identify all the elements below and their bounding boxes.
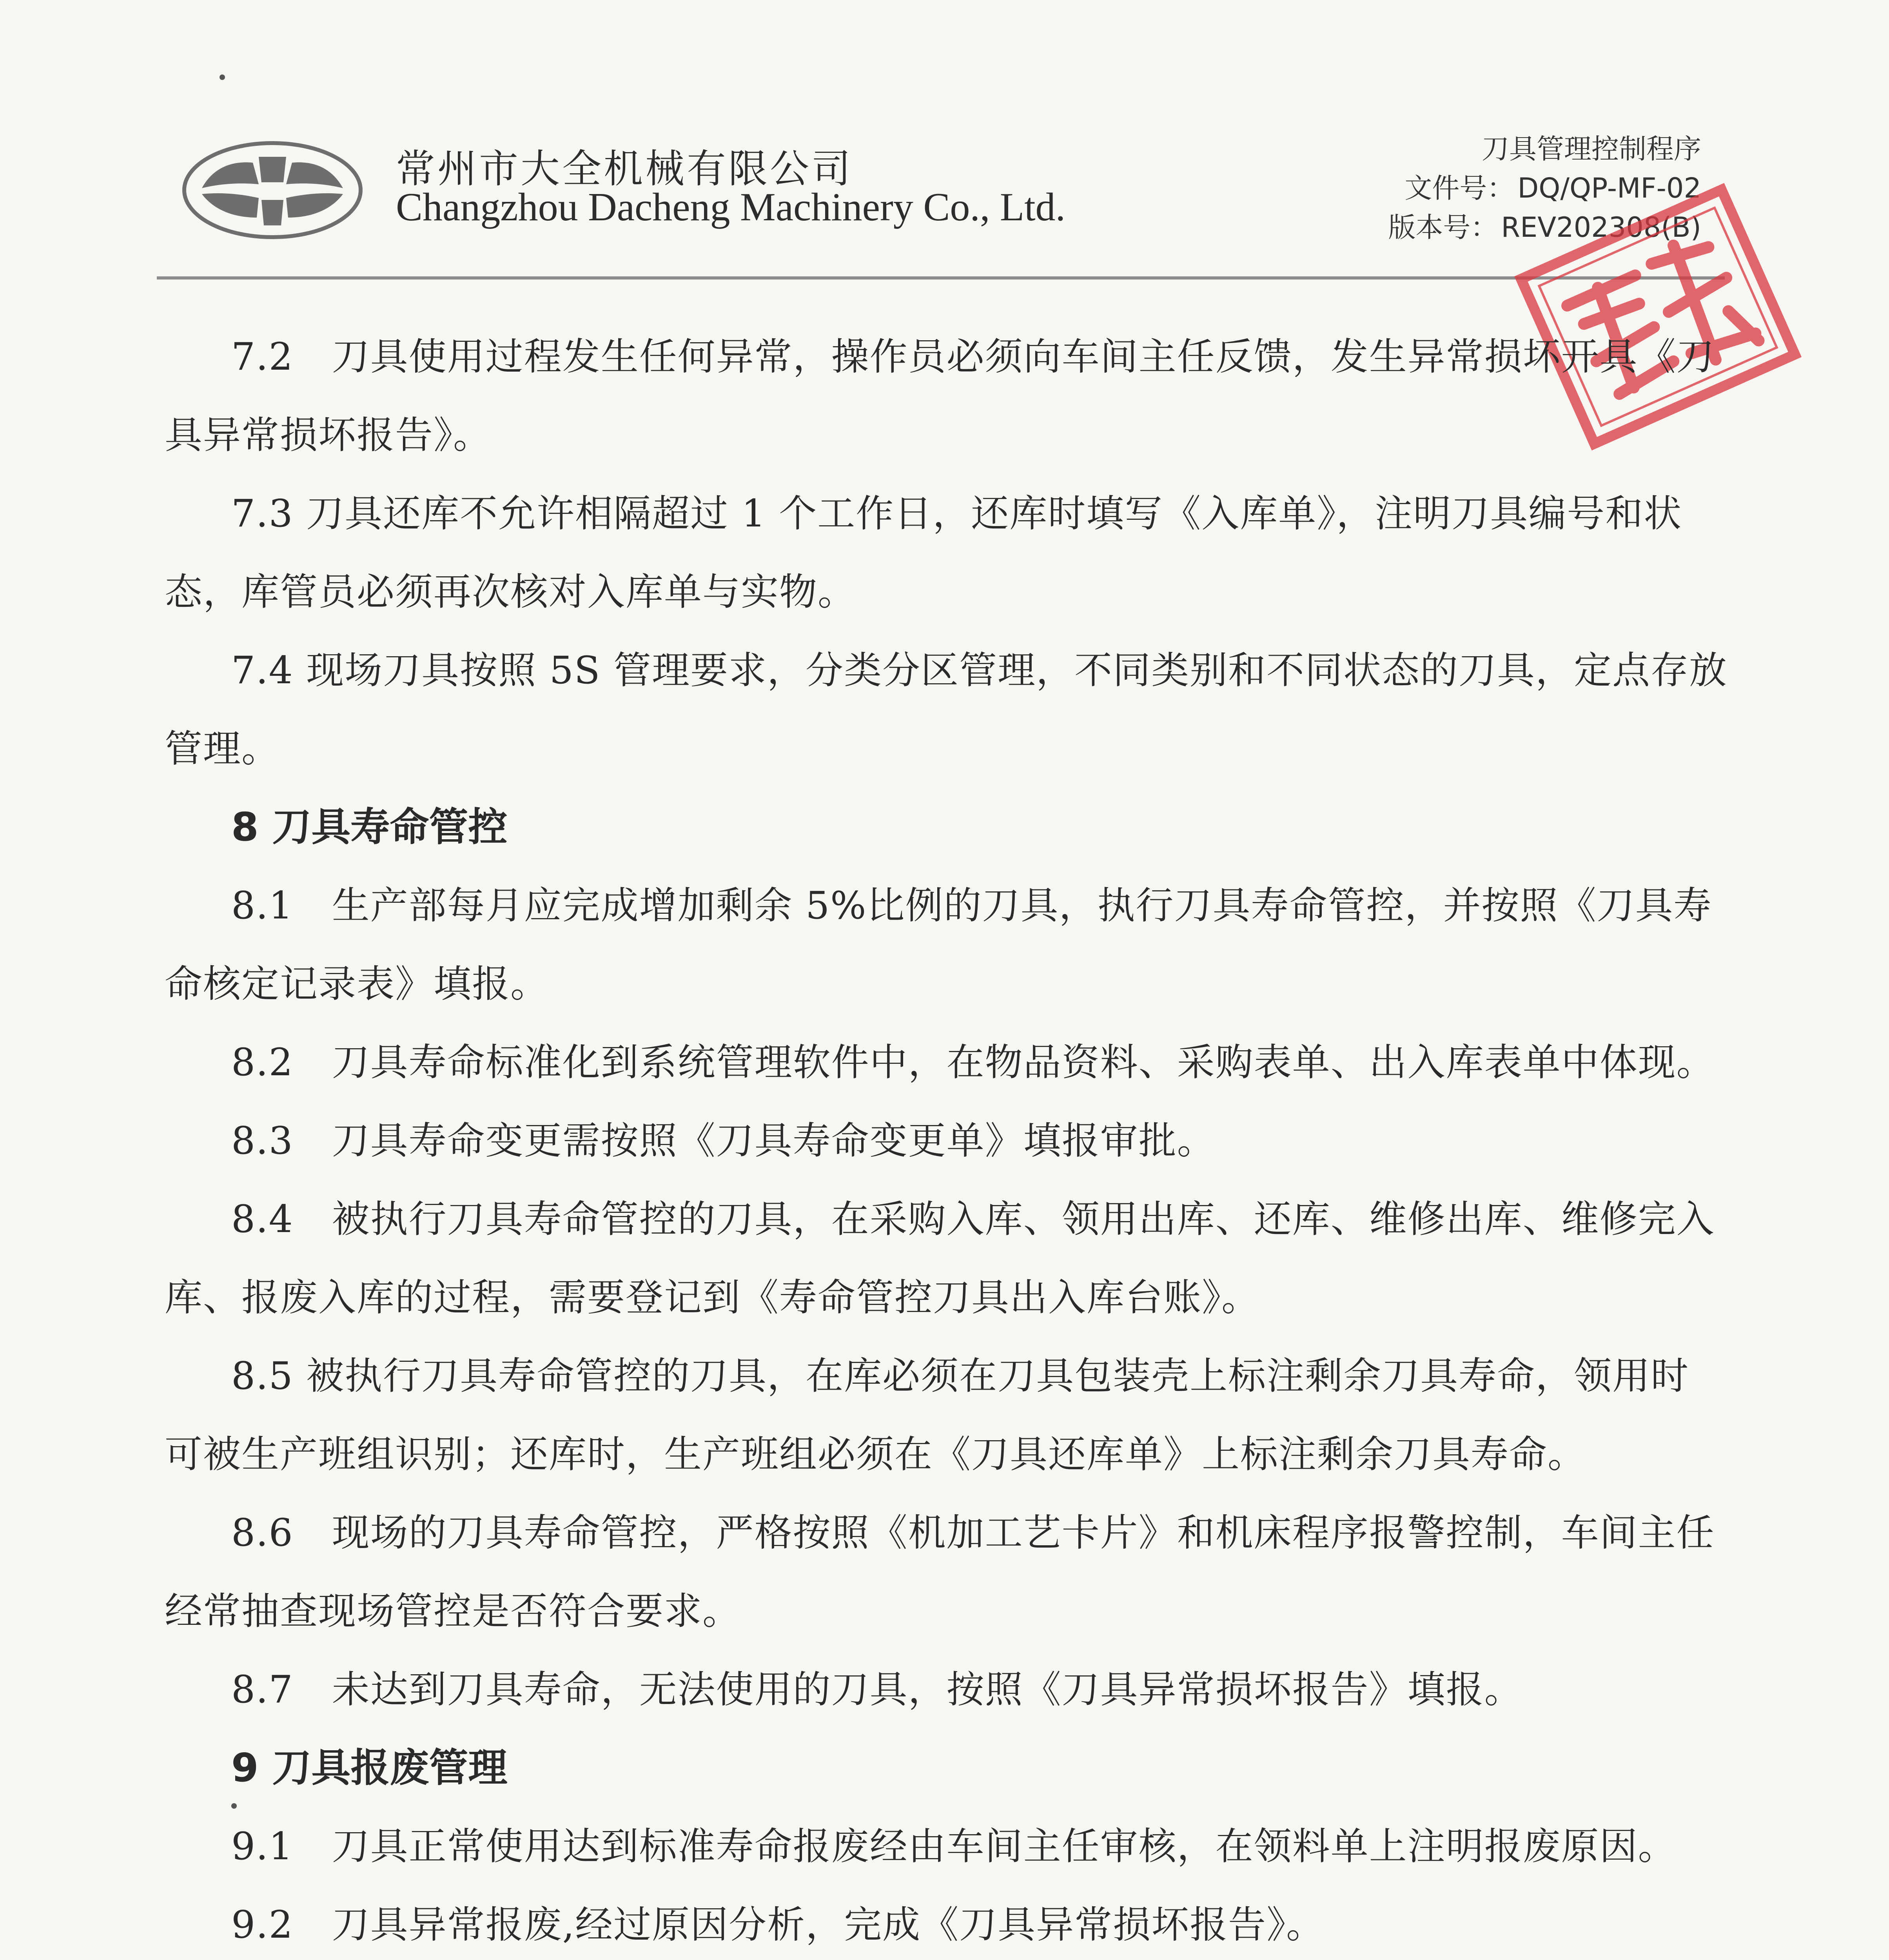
- section-heading-9: 9 刀具报废管理: [231, 1745, 508, 1791]
- paragraph-9-2: 9.2 刀具异常报废,经过原因分析，完成《刀具异常损坏报告》。: [231, 1903, 1325, 1947]
- paragraph-7-4-cont: 管理。: [165, 727, 280, 771]
- paragraph-7-2-cont: 具异常损坏报告》。: [165, 413, 492, 457]
- section-heading-8: 8 刀具寿命管控: [231, 804, 508, 850]
- paragraph-7-2: 7.2 刀具使用过程发生任何异常，操作员必须向车间主任反馈，发生异常损坏开具《刀: [231, 335, 1715, 379]
- paragraph-7-4: 7.4 现场刀具按照 5S 管理要求，分类分区管理，不同类别和不同状态的刀具，定点存放: [231, 648, 1728, 692]
- paragraph-7-3: 7.3 刀具还库不允许相隔超过 1 个工作日，还库时填写《入库单》，注明刀具编号和状: [231, 492, 1682, 535]
- document-number: DQ/QP-MF-02: [1517, 172, 1701, 204]
- paragraph-8-5-cont: 可被生产班组识别；还库时，生产班组必须在《刀具还库单》上标注剩余刀具寿命。: [165, 1432, 1586, 1476]
- paragraph-8-1-cont: 命核定记录表》填报。: [165, 962, 549, 1006]
- company-name-cn: 常州市大全机械有限公司: [396, 146, 853, 192]
- scan-speck: [220, 74, 225, 80]
- version-label: 版本号：: [1388, 211, 1498, 243]
- version-number: REV202308(B): [1501, 211, 1701, 243]
- document-body: [165, 318, 1733, 1960]
- document-number-label: 文件号：: [1405, 172, 1515, 204]
- paragraph-8-5: 8.5 被执行刀具寿命管控的刀具，在库必须在刀具包装壳上标注剩余刀具寿命，领用时: [231, 1354, 1689, 1398]
- paragraph-8-1: 8.1 生产部每月应完成增加剩余 5%比例的刀具，执行刀具寿命管控，并按照《刀具寿: [231, 884, 1712, 927]
- paragraph-8-4-cont: 库、报废入库的过程，需要登记到《寿命管控刀具出入库台账》。: [165, 1276, 1260, 1319]
- scan-speck: [231, 1803, 237, 1809]
- paragraph-8-6-cont: 经常抽查现场管控是否符合要求。: [165, 1589, 741, 1633]
- document-title: 刀具管理控制程序: [1482, 133, 1701, 165]
- company-logo: [178, 129, 367, 247]
- paragraph-9-1: 9.1 刀具正常使用达到标准寿命报废经由车间主任审核，在领料单上注明报废原因。: [231, 1824, 1677, 1868]
- company-name-en: Changzhou Dacheng Machinery Co., Ltd.: [396, 185, 1066, 229]
- paragraph-8-6: 8.6 现场的刀具寿命管控，严格按照《机加工艺卡片》和机床程序报警控制，车间主任: [231, 1511, 1715, 1555]
- paragraph-8-7: 8.7 未达到刀具寿命，无法使用的刀具，按照《刀具异常损坏报告》填报。: [231, 1668, 1523, 1711]
- paragraph-8-4: 8.4 被执行刀具寿命管控的刀具，在采购入库、领用出库、还库、维修出库、维修完入: [231, 1197, 1715, 1241]
- paragraph-8-3: 8.3 刀具寿命变更需按照《刀具寿命变更单》填报审批。: [231, 1119, 1216, 1163]
- paragraph-7-3-cont: 态，库管员必须再次核对入库单与实物。: [165, 570, 856, 614]
- paragraph-8-2: 8.2 刀具寿命标准化到系统管理软件中，在物品资料、采购表单、出入库表单中体现。: [231, 1040, 1715, 1084]
